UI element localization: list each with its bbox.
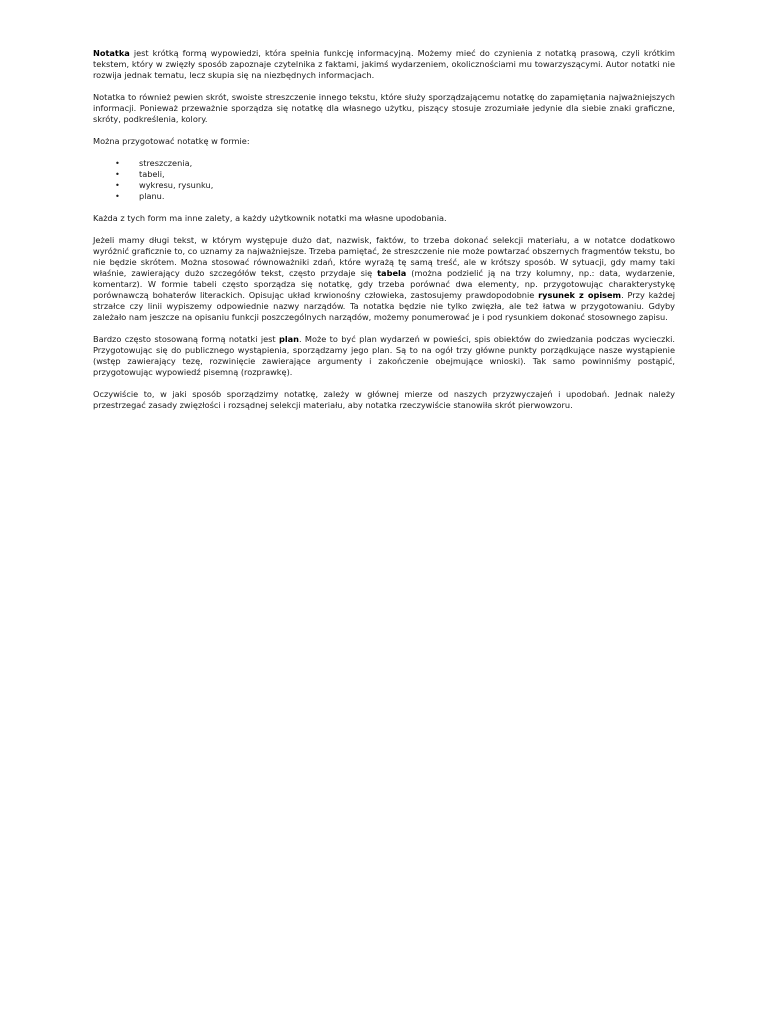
paragraph-plan <box>93 334 675 378</box>
paragraph-shortcut: Notatka to również pewien skrót, swoiste streszczenie innego tekstu, które służy sporządzającemu notatkę do zapamiętania najważniejszych informacji. Ponieważ przeważnie sporządza się notatkę dla własnego użytku, piszący stosuje zrozumiałe jedynie dla siebie znaki graficzne, skróty, podkreślenia, kolory. <box>93 92 675 124</box>
term-plan: plan <box>278 334 299 344</box>
paragraph-conclusion: Oczywiście to, w jaki sposób sporządzimy notatkę, zależy w głównej mierze od naszych przyzwyczajeń i upodobań. Jednak należy przestrzegać zasady zwięzłości i rozsądnej selekcji materiału, aby notatka rzeczywiście stanowiła skrót pierwowzoru. <box>93 389 675 410</box>
paragraph-intro <box>93 48 675 81</box>
paragraph-long-text-part2: (można podzielić ją na trzy kolumny, np.: data, wydarzenie, komentarz). W formie tabeli często sporządza się notatkę, gdy trzeba porównać dwa elementy, np. przygotowując charakterystykę porównawczą bohaterów literackich. Opisując układ krwionośny człowieka, zastosujemy prawdopodobnie <box>93 268 676 300</box>
list-item <box>93 180 675 191</box>
bullet-icon: • <box>115 158 120 168</box>
list-item-label: tabeli, <box>139 169 165 179</box>
list-item <box>93 158 675 169</box>
term-tabela: tabela <box>377 268 407 278</box>
paragraph-advantages: Każda z tych form ma inne zalety, a każdy użytkownik notatki ma własne upodobania. <box>93 213 447 223</box>
paragraph-long-text-part3: . Przy każdej strzałce czy linii wypiszemy odpowiednie nazwy narządów. Ta notatka będzie nie tylko zwięzła, ale też łatwa w przygotowaniu. Gdyby zależało nam jeszcze na opisaniu funkcji poszczególnych narządów, możemy ponumerować je i pod rysunkiem dokonać stosownego zapisu. <box>93 290 676 322</box>
list-item-label: streszczenia, <box>139 158 193 168</box>
list-item-label: planu. <box>139 191 165 201</box>
list-item <box>93 191 675 202</box>
paragraph-long-text <box>93 235 675 323</box>
paragraph-plan-part2: . Może to być plan wydarzeń w powieści, spis obiektów do zwiedzania podczas wycieczki. Przygotowując się do publicznego wystąpienia, sporządzamy jego plan. Są to na ogół trzy główne punkty porządkujące nasze wystąpienie (wstęp zawierający tezę, rozwinięcie zawierające argumenty i zakończenie obejmujące wnioski). Tak samo powinniśmy postąpić, przygotowując wypowiedź pisemną (rozprawkę). <box>93 334 675 377</box>
term-notatka: Notatka <box>93 48 130 58</box>
list-item <box>93 169 675 180</box>
term-rysunek-z-opisem: rysunek z opisem <box>538 290 622 300</box>
bullet-icon: • <box>115 180 120 190</box>
paragraph-long-text-part1: Jeżeli mamy długi tekst, w którym występuje dużo dat, nazwisk, faktów, to trzeba dokonać selekcji materiału, a w notatce dodatkowo wyróżnić graficznie to, co uznamy za najważniejsze. Trzeba pamiętać, że streszczenie nie może powtarzać obszernych fragmentów tekstu, bo nie będzie skrótem. Można stosować równoważniki zdań, które wyrażą tę samą treść, ale w krótszy sposób. W sytuacji, gdy mamy taki właśnie, zawierający dużo szczegółów tekst, często przydaje się <box>93 235 675 278</box>
forms-list <box>93 158 675 202</box>
paragraph-intro-text: jest krótką formą wypowiedzi, która spełnia funkcję informacyjną. Możemy mieć do czynienia z notatką prasową, czyli krótkim tekstem, który w zwięzły sposób zapoznaje czytelnika z faktami, jakimś wydarzeniem, okolicznościami mu towarzyszącymi. Autor notatki nie rozwija jednak tematu, lecz skupia się na niezbędnych informacjach. <box>93 48 675 80</box>
document-page <box>93 48 675 422</box>
paragraph-forms-intro: Można przygotować notatkę w formie: <box>93 136 250 146</box>
bullet-icon: • <box>115 169 120 179</box>
bullet-icon: • <box>115 191 120 201</box>
paragraph-plan-part1: Bardzo często stosowaną formą notatki jest <box>93 334 279 344</box>
list-item-label: wykresu, rysunku, <box>139 180 214 190</box>
